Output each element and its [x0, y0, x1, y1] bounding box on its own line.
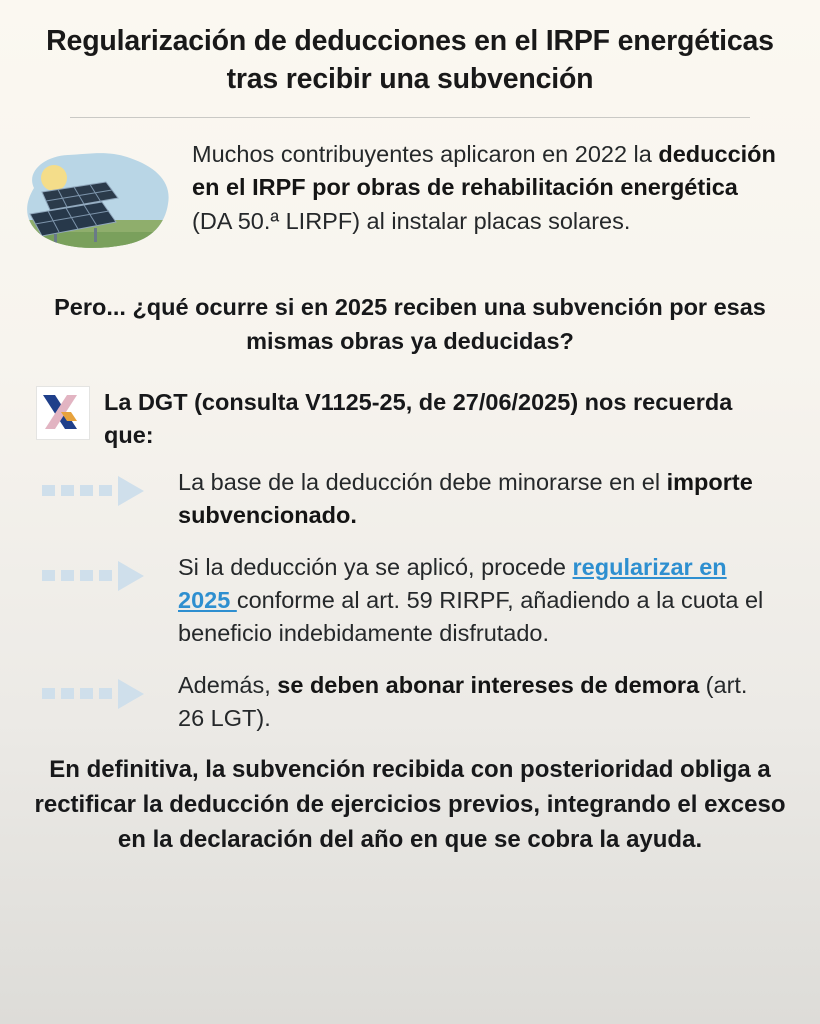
dgt-text: La DGT (consulta V1125-25, de 27/06/2025) nos recuerda que: — [104, 389, 733, 448]
intro-text-bold: deducción en el IRPF por obras de rehabilitación energética — [192, 140, 776, 201]
intro-block — [18, 134, 802, 268]
dotted-arrow-icon — [40, 559, 166, 593]
list-item-text — [178, 669, 772, 736]
bullet-3-part1: Además, — [178, 671, 278, 698]
regularizar-2025-link[interactable]: regularizar en 2025 — [178, 553, 727, 613]
list-item-text — [178, 551, 772, 651]
list-item-text — [178, 466, 772, 533]
list-item — [40, 466, 772, 533]
intro-text-part2: (DA 50.ª LIRPF) al instalar placas solares. — [192, 207, 631, 234]
bullet-2-part2: conforme al art. 59 RIRPF, añadiendo a la cuota el beneficio indebidamente disfrutado. — [178, 586, 764, 647]
dotted-arrow-icon — [40, 474, 166, 508]
bullet-1-bold: importe subvencionado. — [178, 468, 753, 529]
list-item — [40, 669, 772, 736]
conclusion-text: En definitiva, la subvención recibida con posterioridad obliga a rectificar la deducción de ejercicios previos, integrando el exceso en la declaración del año en que se cobra la ayuda. — [34, 756, 786, 853]
title-divider — [70, 117, 750, 118]
list-item — [40, 551, 772, 651]
bullet-2-part1: Si la deducción ya se aplicó, procede — [178, 553, 573, 580]
bullet-3-bold: se deben abonar intereses de demora — [277, 671, 700, 698]
solar-panels-image — [20, 148, 180, 268]
bullet-list — [40, 466, 772, 736]
dgt-block — [36, 384, 762, 452]
intro-text-part1: Muchos contribuyentes aplicaron en 2022 la — [192, 140, 659, 167]
bullet-1-part1: La base de la deducción debe minorarse en el — [178, 468, 667, 495]
question-statement: Pero... ¿qué ocurre si en 2025 reciben una subvención por esas mismas obras ya deducidas? — [54, 293, 766, 354]
agencia-tributaria-logo-icon — [36, 386, 90, 440]
dotted-arrow-icon — [40, 677, 166, 711]
intro-text — [192, 134, 780, 238]
bullet-3-part2: (art. 26 LGT). — [178, 671, 748, 731]
page-title: Regularización de deducciones en el IRPF energéticas tras recibir una subvención — [46, 25, 774, 96]
